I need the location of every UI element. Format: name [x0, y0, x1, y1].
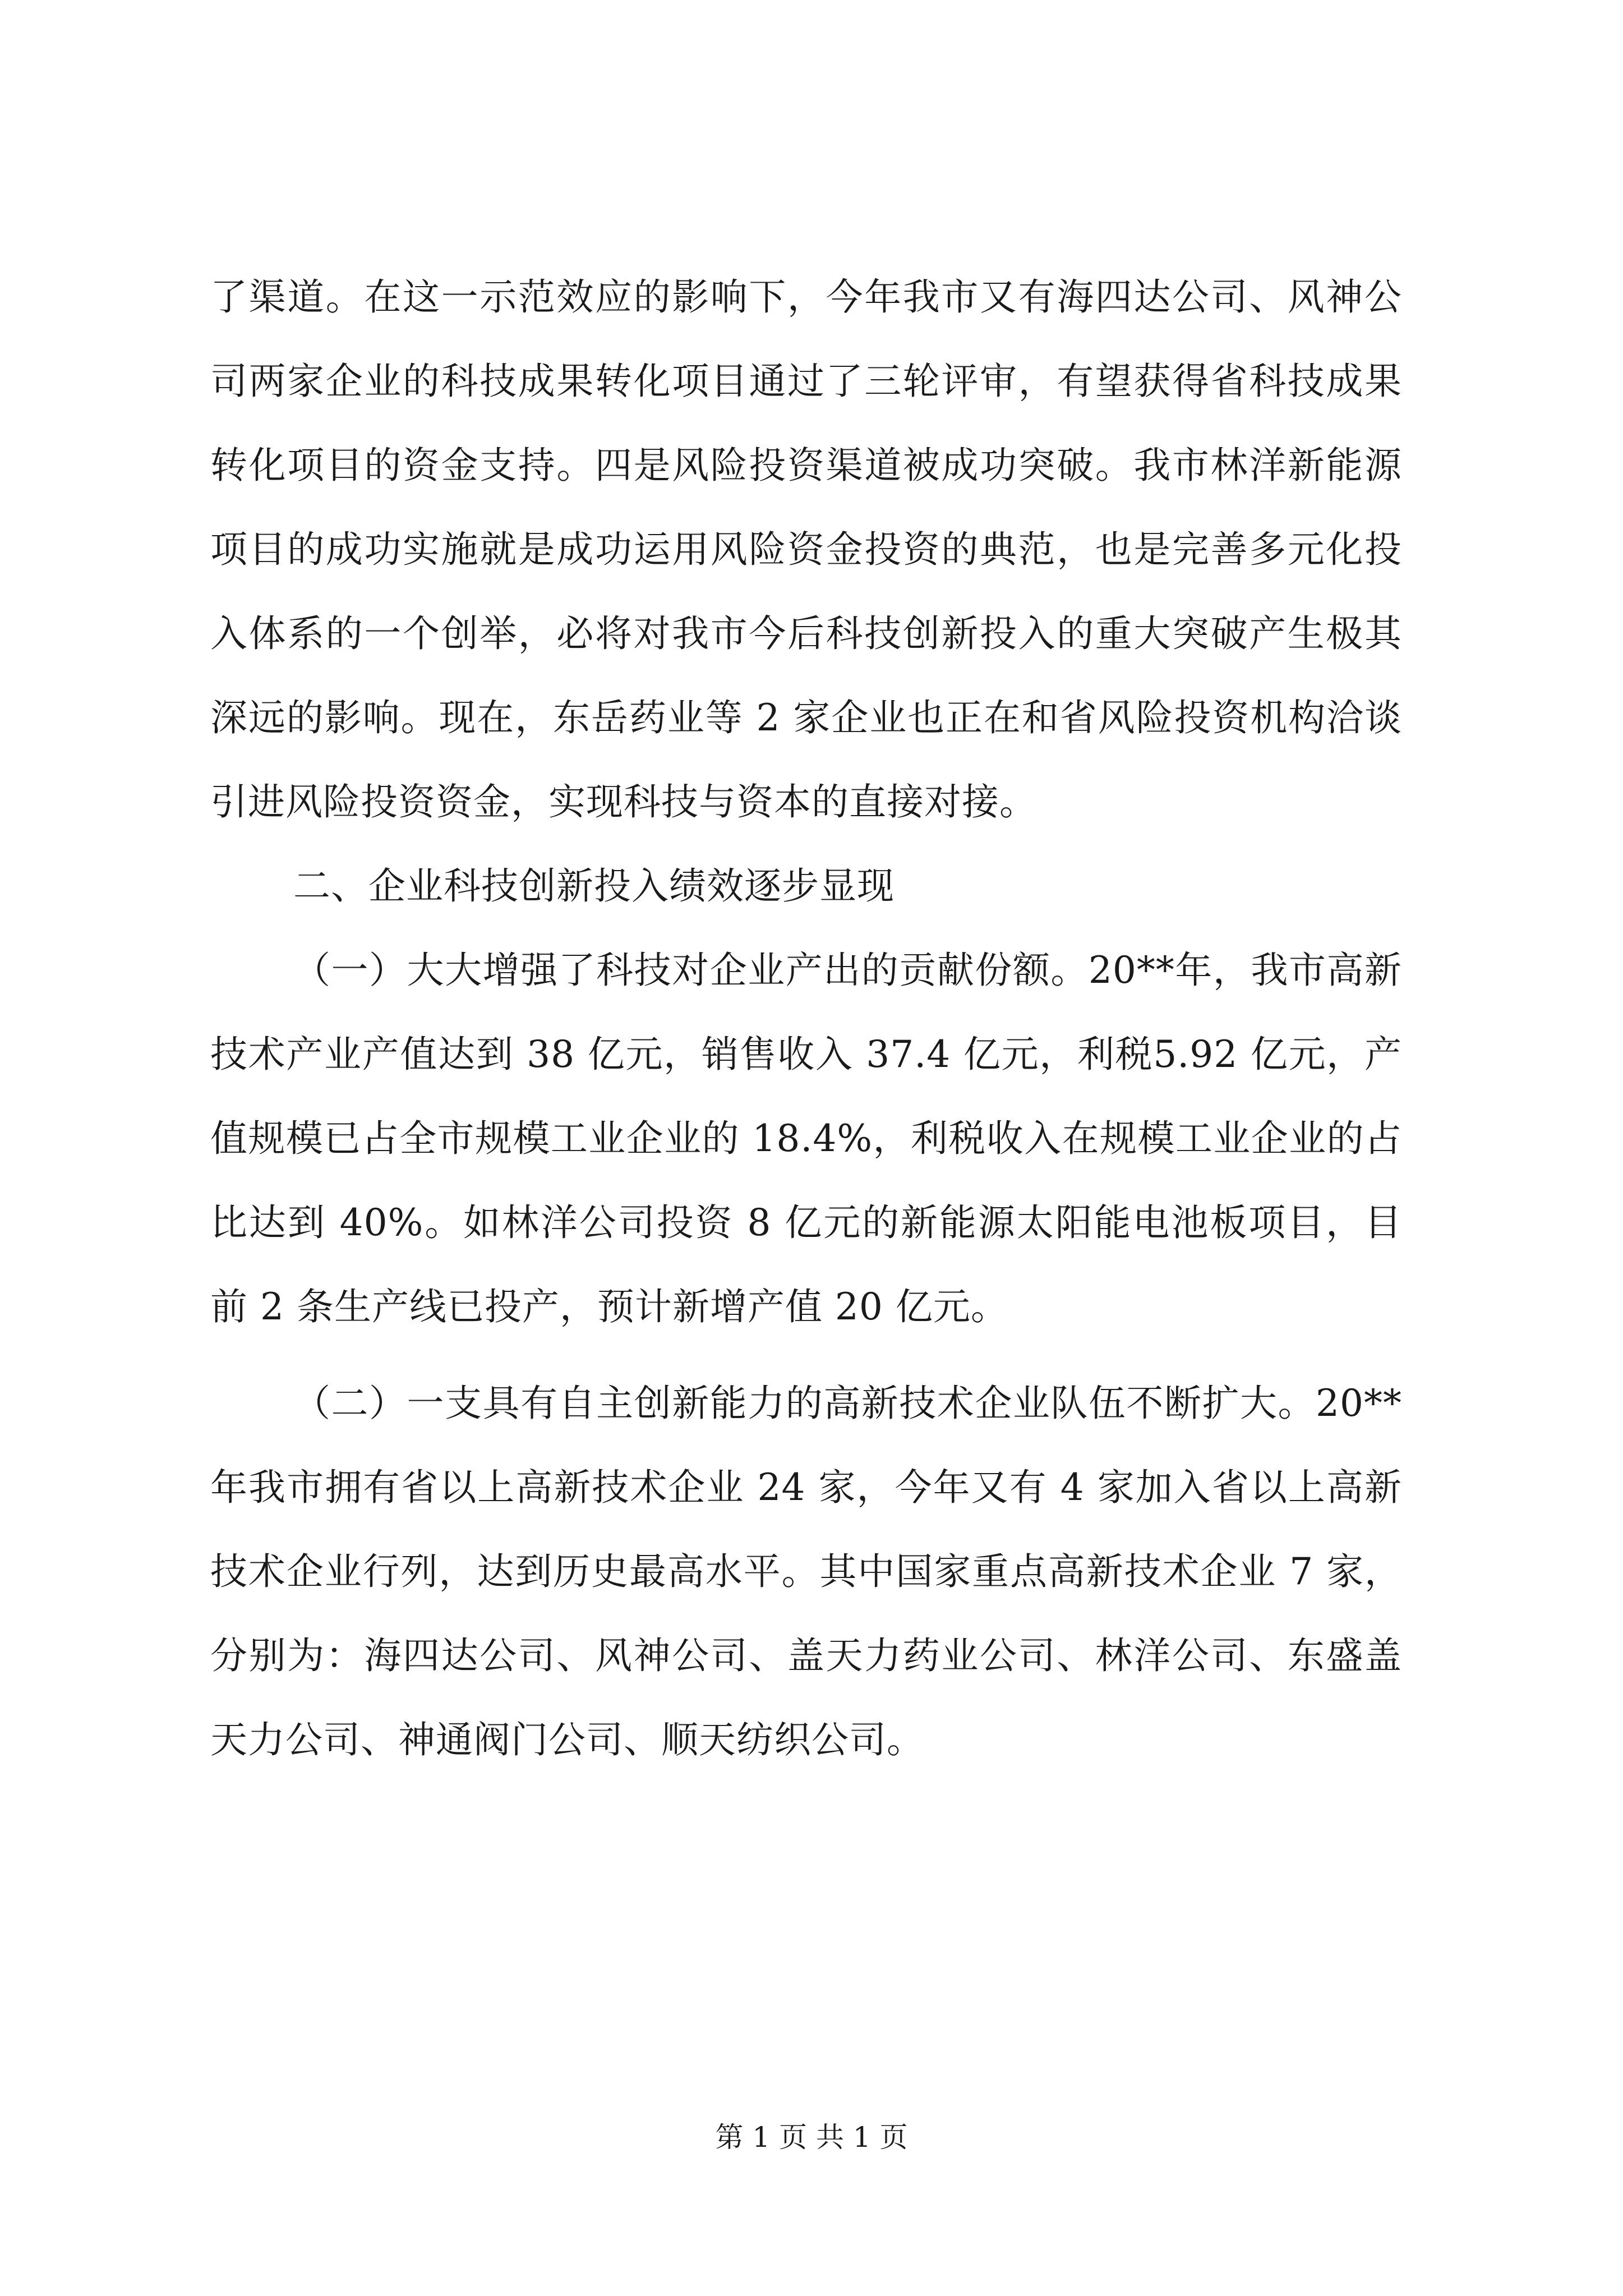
paragraph-continued: 了渠道。在这一示范效应的影响下，今年我市又有海四达公司、风神公司两家企业的科技成果转化项目通过了三轮评审，有望获得省科技成果转化项目的资金支持。四是风险投资渠道被成功突破。我市林洋新能源项目的成功实施就是成功运用风险资金投资的典范，也是完善多元化投入体系的一个创举，必将对我市今后科技创新投入的重大突破产生极其深远的影响。现在，东岳药业等 2 家企业也正在和省风险投资机构洽谈引进风险投资资金，实现科技与资本的直接对接。	[210, 275, 1402, 823]
paragraph-subsection-2: （二）一支具有自主创新能力的高新技术企业队伍不断扩大。20**年我市拥有省以上高新技术企业 24 家，今年又有 4 家加入省以上高新技术企业行列，达到历史最高水平。其中国家重点高新技术企业 7 家，分别为：海四达公司、风神公司、盖天力药业公司、林洋公司、东盛盖天力公司、神通阀门公司、顺天纺织公司。	[210, 1382, 1402, 1761]
page-number-footer: 第 1 页 共 1 页	[715, 2121, 908, 2154]
section-heading: 二、企业科技创新投入绩效逐步显现	[293, 864, 895, 908]
paragraph-subsection-1: （一）大大增强了科技对企业产出的贡献份额。20**年，我市高新技术产业产值达到 38 亿元，销售收入 37.4 亿元，利税5.92 亿元，产值规模已占全市规模工业企业的 18.4%，利税收入在规模工业企业的占比达到 40%。如林洋公司投资 8 亿元的新能源太阳能电池板项目，目前 2 条生产线已投产，预计新增产值 20 亿元。	[210, 949, 1402, 1328]
document-body	[210, 255, 1402, 2106]
